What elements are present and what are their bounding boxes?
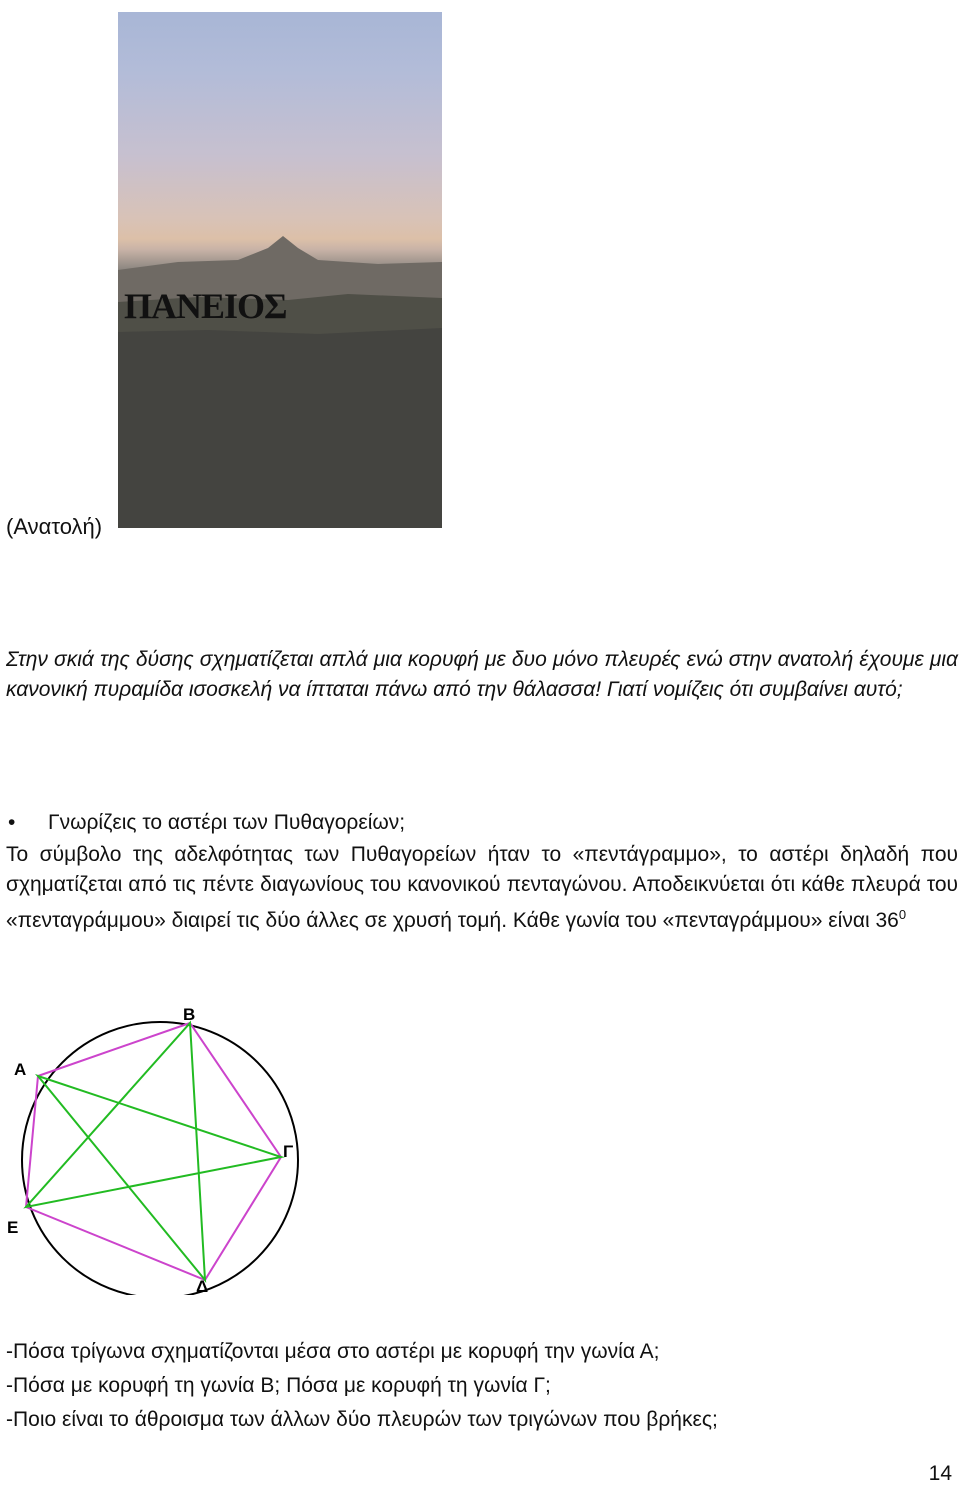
questions-list xyxy=(6,1335,718,1437)
vertex-label-b: Β xyxy=(183,1005,196,1024)
page-number: 14 xyxy=(928,1462,952,1485)
pentagram-diagram xyxy=(0,995,320,1295)
sunrise-photo xyxy=(118,12,442,528)
vertex-label-c: Γ xyxy=(283,1142,294,1161)
degree-superscript: 0 xyxy=(898,907,907,922)
bullet-icon: • xyxy=(8,811,16,834)
question-item: -Πόσα με κορυφή τη γωνία Β; Πόσα με κορυφή τη γωνία Γ; xyxy=(6,1374,551,1397)
pentagram-figure xyxy=(0,995,320,1300)
bullet-heading xyxy=(8,808,405,838)
question-item: -Ποιο είναι το άθροισμα των άλλων δύο πλευρών των τριγώνων που βρήκες; xyxy=(6,1408,718,1431)
vertex-label-a: Α xyxy=(14,1060,27,1079)
pentagram-paragraph xyxy=(6,840,958,936)
question-item: -Πόσα τρίγωνα σχηματίζονται μέσα στο αστέρι με κορυφή την γωνία Α; xyxy=(6,1340,660,1363)
pentagram-paragraph-text: Το σύμβολο της αδελφότητας των Πυθαγορείων ήταν το «πεντάγραμμο», το αστέρι δηλαδή που σχηματίζεται από τις πέντε διαγωνίους του κανονικού πενταγώνου. Αποδεικνύεται ότι κάθε πλευρά του «πενταγράμμου» διαιρεί τις δύο άλλες σε χρυσή τομή. Κάθε γωνία του «πενταγράμμου» είναι 36 xyxy=(6,843,958,932)
mountain-silhouette xyxy=(118,12,442,528)
question-paragraph: Στην σκιά της δύσης σχηματίζεται απλά μια κορυφή με δυο μόνο πλευρές ενώ στην ανατολή έχουμε μια κανονική πυραμίδα ισοσκελή να ίπταται πάνω από την θάλασσα! Γιατί νομίζεις ότι συμβαίνει αυτό; xyxy=(6,648,958,701)
vertex-label-e: Ε xyxy=(7,1218,19,1237)
bullet-heading-text: Γνωρίζεις το αστέρι των Πυθαγορείων; xyxy=(48,811,406,834)
circumscribed-circle xyxy=(22,1022,298,1295)
photo-caption: (Ανατολή) xyxy=(6,514,103,539)
vertex-label-d: Δ xyxy=(196,1277,209,1295)
photo-title: ΠΑΝΕΙΟΣ xyxy=(124,286,287,326)
